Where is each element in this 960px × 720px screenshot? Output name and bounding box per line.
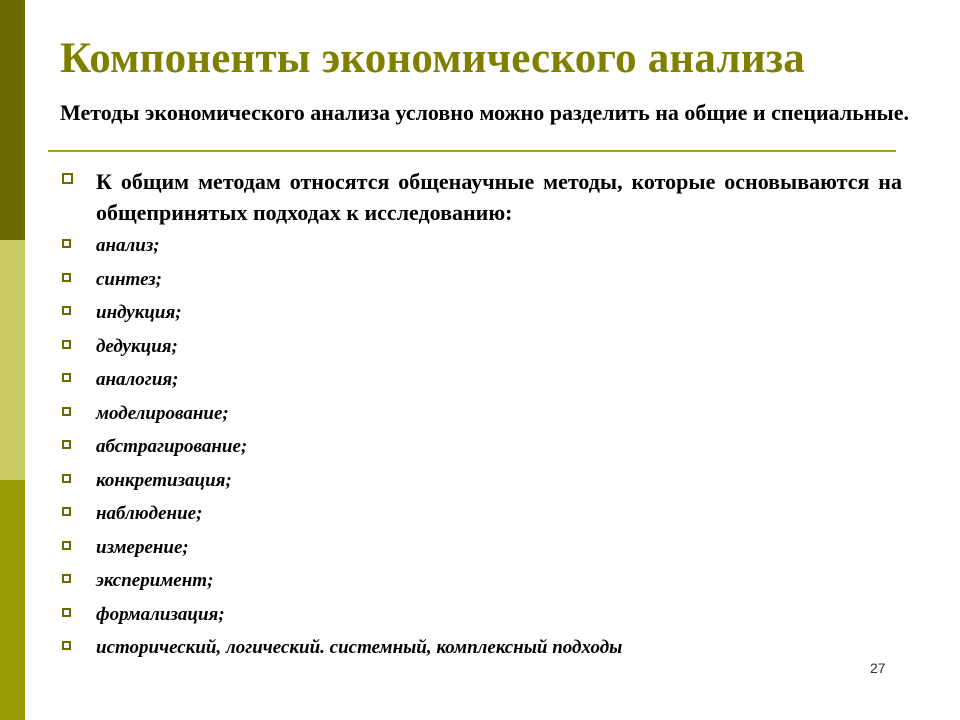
square-bullet-icon xyxy=(62,440,71,449)
square-bullet-icon xyxy=(62,474,71,483)
list-item xyxy=(58,266,622,300)
list-item xyxy=(58,567,622,601)
list-item xyxy=(58,333,622,367)
method-label: исторический, логический. системный, комплексный подходы xyxy=(96,637,623,658)
method-label: аналогия; xyxy=(96,369,179,390)
list-item xyxy=(58,433,622,467)
list-item xyxy=(58,534,622,568)
method-label: абстрагирование; xyxy=(96,436,248,457)
square-bullet-icon xyxy=(62,239,71,248)
list-item xyxy=(58,500,622,534)
main-point: К общим методам относятся общенаучные методы, которые основываются на общепринятых подходах к исследованию: xyxy=(96,169,902,225)
method-label: индукция; xyxy=(96,302,182,323)
method-label: конкретизация; xyxy=(96,469,232,491)
list-item xyxy=(58,467,622,501)
square-bullet-icon xyxy=(62,373,71,382)
square-bullet-icon xyxy=(62,507,71,516)
method-label: формализация; xyxy=(96,603,225,625)
method-label: измерение; xyxy=(96,536,189,558)
square-bullet-icon xyxy=(62,306,71,315)
slide-subtitle: Методы экономического анализа условно можно разделить на общие и специальные. xyxy=(60,100,909,125)
method-label: анализ; xyxy=(96,235,160,256)
square-bullet-icon xyxy=(62,608,71,617)
page-number: 27 xyxy=(870,660,886,676)
list-item xyxy=(58,299,622,333)
list-item xyxy=(58,601,622,635)
method-label: синтез; xyxy=(96,268,162,290)
method-label: моделирование; xyxy=(96,402,229,424)
square-bullet-icon xyxy=(62,340,71,349)
slide-title: Компоненты экономического анализа xyxy=(60,35,805,82)
square-bullet-icon xyxy=(62,173,73,184)
method-label: дедукция; xyxy=(96,335,178,357)
square-bullet-icon xyxy=(62,641,71,650)
square-bullet-icon xyxy=(62,407,71,416)
sidebar-stripe-dark xyxy=(0,0,25,240)
list-item xyxy=(58,634,622,668)
square-bullet-icon xyxy=(62,541,71,550)
method-label: эксперимент; xyxy=(96,570,214,591)
list-item xyxy=(58,366,622,400)
square-bullet-icon xyxy=(62,273,71,282)
title-divider xyxy=(48,150,896,152)
square-bullet-icon xyxy=(62,574,71,583)
sidebar-stripe-light xyxy=(0,240,25,480)
method-label: наблюдение; xyxy=(96,503,203,524)
sidebar-stripe-olive xyxy=(0,480,25,720)
list-item xyxy=(58,232,622,266)
list-item xyxy=(58,400,622,434)
methods-list xyxy=(58,232,622,668)
